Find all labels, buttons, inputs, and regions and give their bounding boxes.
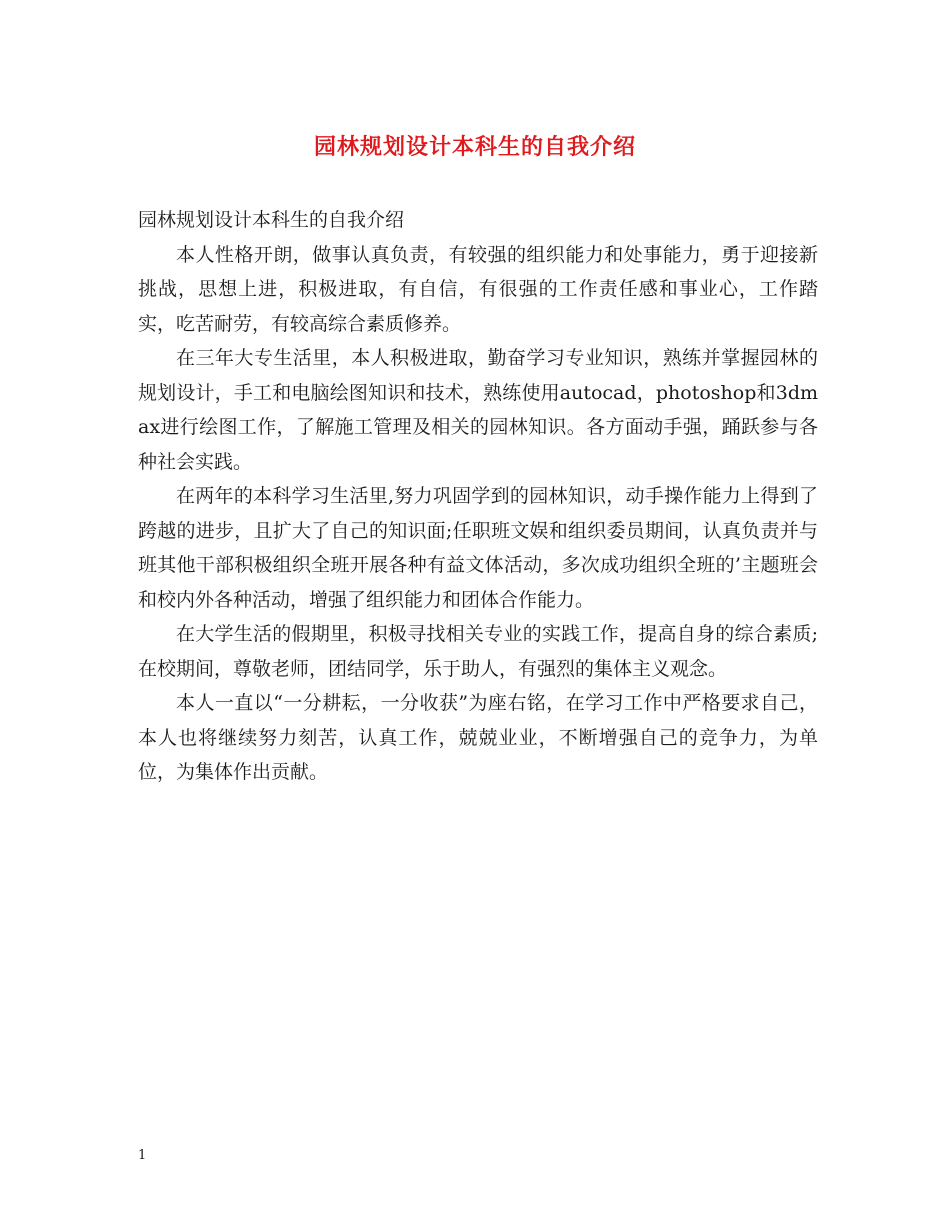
paragraph-motto: 本人一直以“一分耕耘，一分收获”为座右铭，在学习工作中严格要求自己，本人也将继续努力刻苦，认真工作，兢兢业业，不断增强自己的竞争力，为单位，为集体作出贡献。 [138, 692, 818, 783]
paragraph-personality: 本人性格开朗，做事认真负责，有较强的组织能力和处事能力，勇于迎接新挑战，思想上进，积极进取，有自信，有很强的工作责任感和事业心，工作踏实，吃苦耐劳，有较高综合素质修养。 [138, 243, 818, 335]
document-title: 园林规划设计本科生的自我介绍 [313, 134, 636, 160]
page-number: 1 [138, 1148, 147, 1163]
paragraph-undergraduate-life: 在两年的本科学习生活里,努力巩固学到的园林知识，动手操作能力上得到了跨越的进步，且扩大了自己的知识面;任职班文娱和组织委员期间，认真负责并与班其他干部积极组织全班开展各种有益文体活动，多次成功组织全班的’主题班会和校内外各种活动，增强了组织能力和团体合作能力。 [138, 485, 818, 611]
body-heading: 园林规划设计本科生的自我介绍 [138, 209, 405, 231]
document-body [138, 203, 818, 790]
paragraph-college-study: 在三年大专生活里，本人积极进取，勤奋学习专业知识，熟练并掌握园林的规划设计，手工和电脑绘图知识和技术，熟练使用autocad，photoshop和3dmax进行绘图工作，了解施工管理及相关的园林知识。各方面动手强，踊跃参与各种社会实践。 [138, 347, 818, 473]
paragraph-vacation-practice: 在大学生活的假期里，积极寻找相关专业的实践工作，提高自身的综合素质;在校期间，尊敬老师，团结同学，乐于助人，有强烈的集体主义观念。 [138, 623, 818, 680]
